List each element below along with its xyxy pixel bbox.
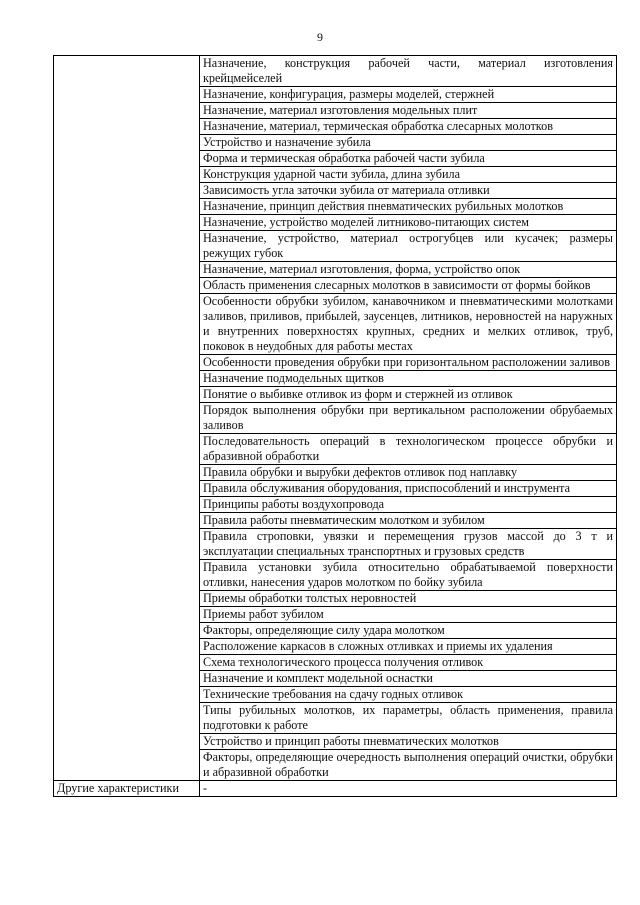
table-cell bbox=[200, 371, 617, 387]
table-cell bbox=[200, 215, 617, 231]
table-cell bbox=[200, 183, 617, 199]
table-cell bbox=[200, 231, 617, 262]
requirement-text: Приемы обработки толстых неровностей bbox=[203, 591, 417, 605]
requirement-text: Технические требования на сдачу годных отливок bbox=[203, 687, 464, 701]
requirement-text: Типы рубильных молотков, их параметры, область применения, правила подготовки к работе bbox=[203, 703, 613, 732]
requirement-text: Назначение, материал, термическая обработка слесарных молотков bbox=[203, 119, 553, 133]
requirement-text: Назначение, конструкция рабочей части, материал изготовления крейцмейселей bbox=[203, 56, 613, 85]
requirement-text: Устройство и принцип работы пневматических молотков bbox=[203, 734, 499, 748]
requirement-text: Зависимость угла заточки зубила от материала отливки bbox=[203, 183, 490, 197]
requirement-text: Правила обслуживания оборудования, приспособлений и инструмента bbox=[203, 481, 571, 495]
requirement-text: Назначение, конфигурация, размеры моделей, стержней bbox=[203, 87, 495, 101]
table-cell bbox=[200, 607, 617, 623]
requirement-text: Устройство и назначение зубила bbox=[203, 135, 371, 149]
table-cell bbox=[200, 513, 617, 529]
table-cell bbox=[200, 151, 617, 167]
requirement-text: Правила обрубки и вырубки дефектов отливок под наплавку bbox=[203, 465, 518, 479]
table-cell bbox=[200, 655, 617, 671]
other-characteristics-row bbox=[54, 781, 617, 797]
requirement-text: Назначение, устройство, материал острогубцев или кусачек; размеры режущих губок bbox=[203, 231, 613, 260]
table-cell bbox=[200, 434, 617, 465]
table-cell bbox=[200, 56, 617, 87]
requirement-text: Факторы, определяющие силу удара молотком bbox=[203, 623, 445, 637]
table-cell bbox=[200, 403, 617, 434]
table-cell bbox=[200, 529, 617, 560]
table-cell bbox=[200, 481, 617, 497]
requirement-text: Последовательность операций в технологическом процессе обрубки и абразивной обработки bbox=[203, 434, 613, 463]
table-cell bbox=[200, 387, 617, 403]
table-cell bbox=[200, 497, 617, 513]
requirement-text: Понятие о выбивке отливок из форм и стержней из отливок bbox=[203, 387, 513, 401]
table-cell bbox=[200, 262, 617, 278]
requirement-text: Назначение, принцип действия пневматических рубильных молотков bbox=[203, 199, 564, 213]
table-cell bbox=[200, 465, 617, 481]
table-cell bbox=[200, 671, 617, 687]
other-characteristics-label: Другие характеристики bbox=[54, 781, 200, 797]
table-cell bbox=[200, 199, 617, 215]
requirement-text: Конструкция ударной части зубила, длина зубила bbox=[203, 167, 461, 181]
requirement-text: Факторы, определяющие очередность выполнения операций очистки, обрубки и абразивной обработки bbox=[203, 750, 613, 779]
table-cell bbox=[200, 135, 617, 151]
requirement-text: Схема технологического процесса получения отливок bbox=[203, 655, 484, 669]
table-cell bbox=[200, 103, 617, 119]
requirement-text: Особенности обрубки зубилом, канавочником и пневматическими молотками заливов, приливов, прибылей, заусенцев, литников, неровностей на наружных и внутренних поверхностях крупных, средних и мелких отливок, труб, поковок в неудобных для работы местах bbox=[203, 294, 613, 353]
requirement-text: Назначение подмодельных щитков bbox=[203, 371, 384, 385]
table-cell bbox=[200, 560, 617, 591]
table-cell bbox=[200, 639, 617, 655]
requirement-text: Правила строповки, увязки и перемещения грузов массой до 3 т и эксплуатации специальных транспортных и грузовых средств bbox=[203, 529, 613, 558]
requirements-table-body bbox=[54, 56, 617, 797]
table-cell bbox=[200, 355, 617, 371]
table-cell bbox=[200, 623, 617, 639]
empty-label-cell bbox=[54, 56, 200, 781]
table-cell bbox=[200, 278, 617, 294]
requirement-text: Назначение, устройство моделей литниково-питающих систем bbox=[203, 215, 529, 229]
requirement-text: Правила работы пневматическим молотком и зубилом bbox=[203, 513, 485, 527]
table-cell bbox=[200, 591, 617, 607]
requirement-text: Порядок выполнения обрубки при вертикальном расположении обрубаемых заливов bbox=[203, 403, 613, 432]
table-cell bbox=[200, 703, 617, 734]
table-row bbox=[54, 56, 617, 87]
requirement-text: Назначение, материал изготовления, форма, устройство опок bbox=[203, 262, 521, 276]
requirement-text: Назначение и комплект модельной оснастки bbox=[203, 671, 433, 685]
requirement-text: Форма и термическая обработка рабочей части зубила bbox=[203, 151, 485, 165]
table-cell bbox=[200, 750, 617, 781]
requirement-text: Особенности проведения обрубки при горизонтальном расположении заливов bbox=[203, 355, 611, 369]
table-cell bbox=[200, 687, 617, 703]
requirement-text: Принципы работы воздухопровода bbox=[203, 497, 385, 511]
requirement-text: Приемы работ зубилом bbox=[203, 607, 324, 621]
requirements-table bbox=[53, 55, 617, 797]
page-number: 9 bbox=[317, 30, 323, 44]
table-cell bbox=[200, 167, 617, 183]
table-cell bbox=[200, 734, 617, 750]
other-characteristics-value: - bbox=[200, 781, 617, 797]
requirement-text: Правила установки зубила относительно обрабатываемой поверхности отливки, нанесения ударов молотком по бойку зубила bbox=[203, 560, 613, 589]
requirement-text: Расположение каркасов в сложных отливках и приемы их удаления bbox=[203, 639, 553, 653]
table-cell bbox=[200, 294, 617, 355]
table-cell bbox=[200, 119, 617, 135]
requirement-text: Область применения слесарных молотков в зависимости от формы бойков bbox=[203, 278, 591, 292]
requirement-text: Назначение, материал изготовления модельных плит bbox=[203, 103, 478, 117]
table-cell bbox=[200, 87, 617, 103]
